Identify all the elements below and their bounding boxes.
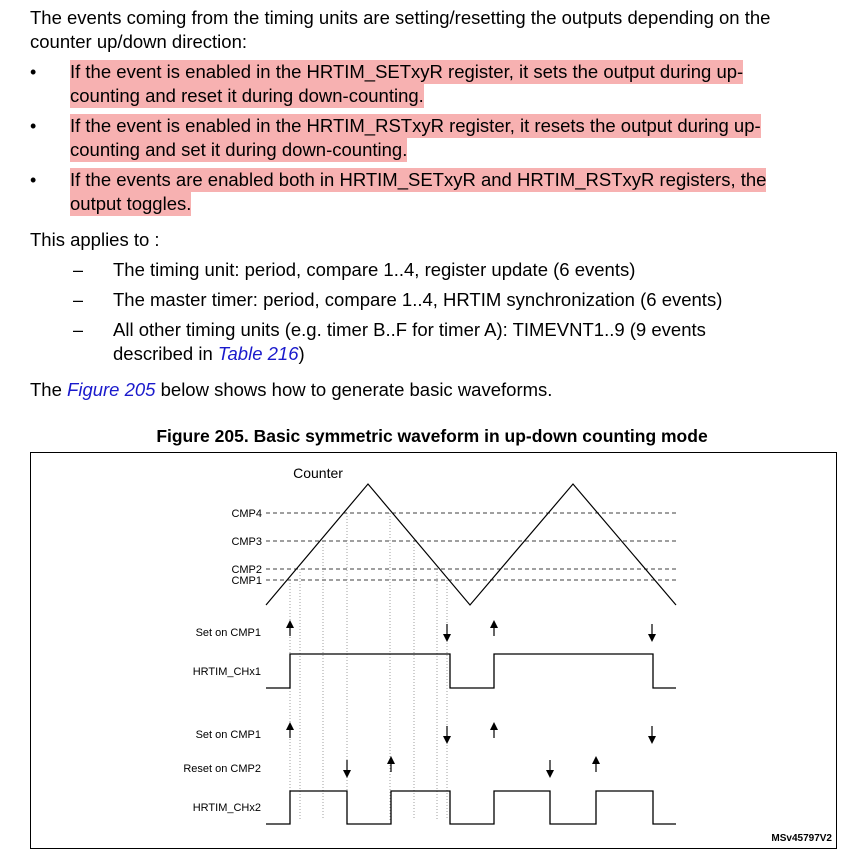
counter-label: Counter	[293, 465, 343, 481]
figure-title: Figure 205. Basic symmetric waveform in up-down counting mode	[156, 426, 708, 446]
dash-symbol: –	[73, 260, 84, 280]
dash-text-pre: described in	[113, 343, 218, 364]
cmp4-label: CMP4	[231, 508, 262, 520]
bullet-text-line: If the events are enabled both in HRTIM_SETxyR and HRTIM_RSTxyR registers, the	[70, 169, 767, 190]
counter-waveform	[266, 484, 676, 605]
figure-205-link[interactable]: Figure 205	[67, 379, 156, 400]
intro-line-1: The events coming from the timing units are setting/resetting the outputs depending on the	[30, 7, 771, 28]
figure-ref-post: below shows how to generate basic waveforms.	[155, 379, 553, 400]
dash-text-line2	[113, 342, 305, 366]
row-label-set-cmp1-b: Set on CMP1	[195, 729, 261, 741]
bullet-text-line: counting and set it during down-counting.	[70, 139, 408, 160]
bullet-symbol: •	[30, 170, 37, 190]
figure-ref-text	[30, 378, 552, 402]
row-label-chx2: HRTIM_CHx2	[192, 802, 261, 814]
dash-text: All other timing units (e.g. timer B..F for timer A): TIMEVNT1..9 (9 events	[113, 319, 706, 340]
bullet-text-line: If the event is enabled in the HRTIM_SETxyR register, it sets the output during up-	[70, 61, 744, 82]
dash-text: The master timer: period, compare 1..4, HRTIM synchronization (6 events)	[113, 289, 723, 310]
bullet-text-line: counting and reset it during down-counting.	[70, 85, 424, 106]
table-216-link[interactable]: Table 216	[217, 343, 299, 364]
ref-code: MSv45797V2	[771, 833, 832, 844]
dash-text-post: )	[298, 343, 305, 364]
bullet-text-line: output toggles.	[70, 193, 192, 214]
dash-symbol: –	[73, 290, 84, 310]
row-label-chx1: HRTIM_CHx1	[192, 666, 261, 678]
cmp3-label: CMP3	[231, 536, 262, 548]
chx1-waveform	[266, 654, 676, 688]
cmp1-label: CMP1	[231, 575, 262, 587]
chx2-waveform	[266, 791, 676, 824]
dash-text: The timing unit: period, compare 1..4, register update (6 events)	[113, 259, 636, 280]
figure-ref-pre: The	[30, 379, 68, 400]
diagram-frame	[31, 453, 837, 849]
bullet-symbol: •	[30, 62, 37, 82]
row-label-reset-cmp2: Reset on CMP2	[183, 763, 261, 775]
row-label-set-cmp1-a: Set on CMP1	[195, 627, 261, 639]
intro-line-2: counter up/down direction:	[30, 31, 247, 52]
dash-symbol: –	[73, 320, 84, 340]
bullet-symbol: •	[30, 116, 37, 136]
bullet-text-line: If the event is enabled in the HRTIM_RSTxyR register, it resets the output during up-	[70, 115, 761, 136]
applies-text: This applies to :	[30, 229, 160, 250]
cmp2-label: CMP2	[231, 564, 262, 576]
